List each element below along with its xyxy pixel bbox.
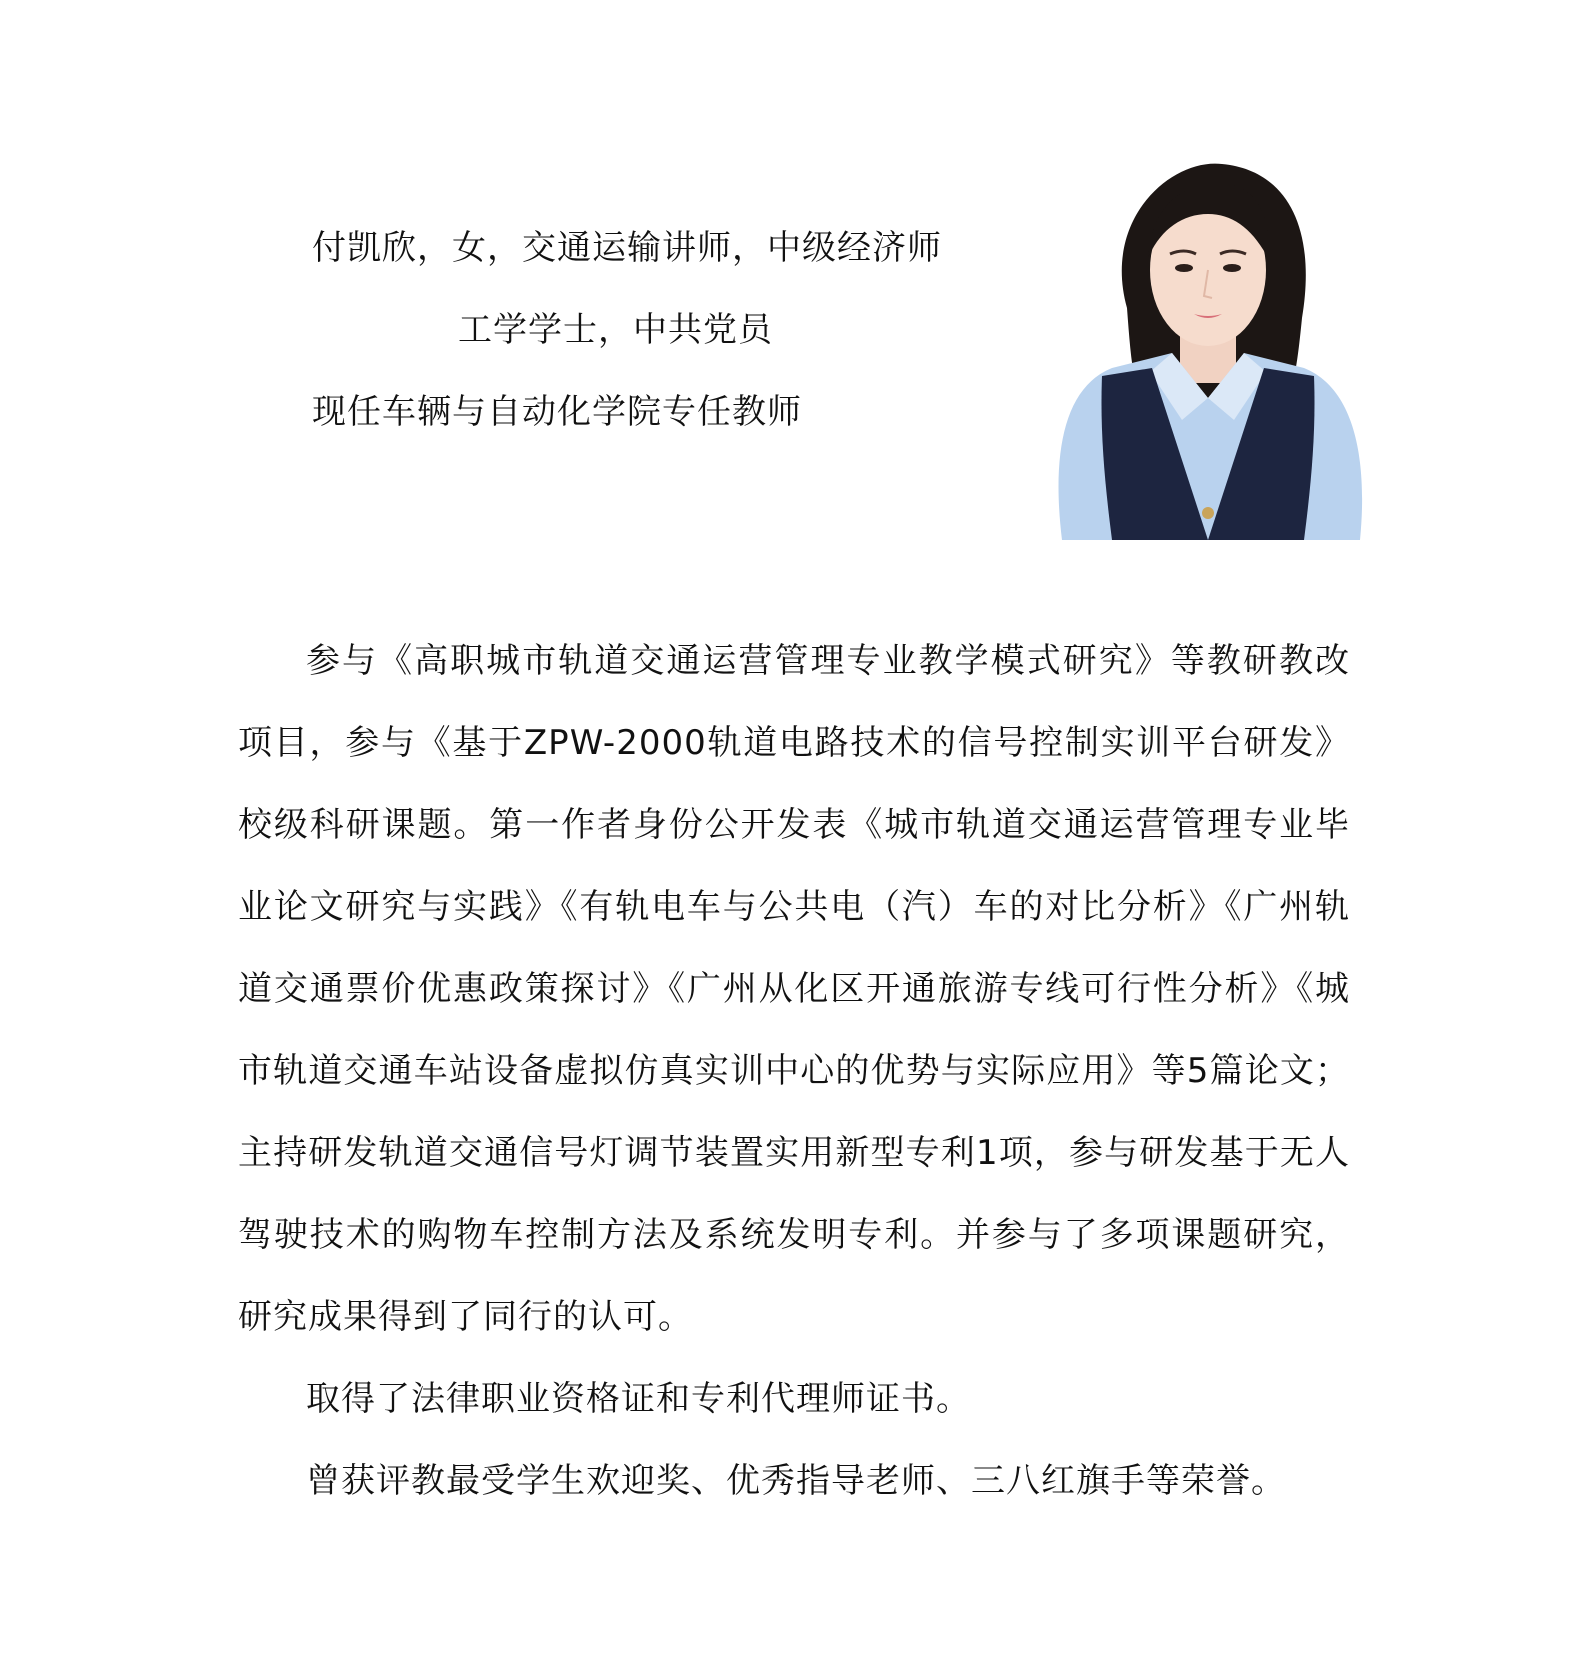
- biography-paragraph-certificates: 取得了法律职业资格证和专利代理师证书。: [306, 1379, 971, 1419]
- biography-paragraph-honors: 曾获评教最受学生欢迎奖、优秀指导老师、三八红旗手等荣誉。: [306, 1461, 1286, 1501]
- profile-name-title: 付凯欣，女，交通运输讲师，中级经济师: [312, 228, 942, 268]
- profile-position: 现任车辆与自动化学院专任教师: [312, 392, 802, 432]
- portrait-photo: [1032, 158, 1380, 540]
- biography-paragraph-research: 参与《高职城市轨道交通运营管理专业教学模式研究》等教研教改项目，参与《基于ZPW-2000轨道电路技术的信号控制实训平台研发》校级科研课题。第一作者身份公开发表《城市轨道交通运营管理专业毕业论文研究与实践》《有轨电车与公共电（汽）车的对比分析》《广州轨道交通票价优惠政策探讨》《广州从化区开通旅游专线可行性分析》《城市轨道交通车站设备虚拟仿真实训中心的优势与实际应用》等5篇论文；主持研发轨道交通信号灯调节装置实用新型专利1项，参与研发基于无人驾驶技术的购物车控制方法及系统发明专利。并参与了多项课题研究，研究成果得到了同行的认可。: [238, 641, 1350, 1337]
- biography-body: [238, 620, 1350, 1522]
- profile-degree-party: 工学学士，中共党员: [458, 310, 773, 350]
